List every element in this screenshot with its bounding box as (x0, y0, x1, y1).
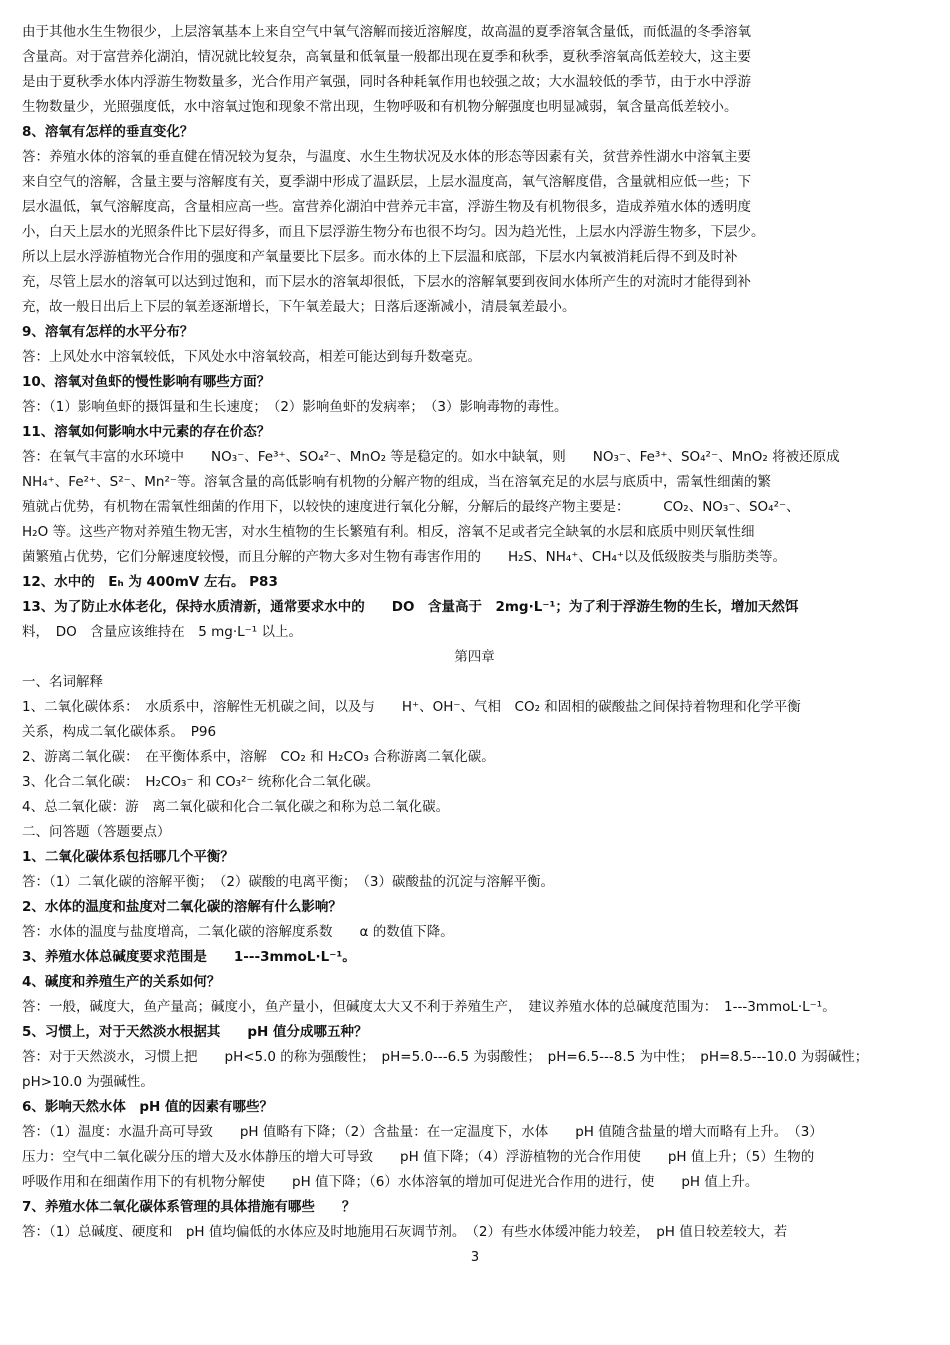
question-heading: 4、碱度和养殖生产的关系如何？ (22, 974, 221, 990)
answer-line: 答：对于天然淡水，习惯上把 pH<5.0 的称为强酸性； pH=5.0---6.5 为弱酸性； pH=6.5---8.5 为中性； pH=8.5---10.0 为弱碱性； (22, 1049, 869, 1065)
answer-line: 答：上风处水中溶氧较低，下风处水中溶氧较高，相差可能达到每升数毫克。 (22, 349, 481, 365)
section-heading: 一、名词解释 (22, 674, 103, 690)
document-body (22, 20, 927, 1245)
answer-line: 答：水体的温度与盐度增高，二氧化碳的溶解度系数 α 的数值下降。 (22, 924, 454, 940)
answer-line: 菌繁殖占优势，它们分解速度较慢，而且分解的产物大多对生物有毒害作用的 H₂S、NH₄⁺、CH₄⁺以及低级胺类与脂肪类等。 (22, 549, 787, 565)
page-number: 3 (470, 1250, 480, 1265)
question-heading: 10、溶氧对鱼虾的慢性影响有哪些方面？ (22, 374, 271, 390)
answer-line: 呼吸作用和在细菌作用下的有机物分解使 pH 值下降；（6）水体溶氧的增加可促进光合作用的进行，使 pH 值上升。 (22, 1174, 759, 1190)
answer-line: 层水温低，氧气溶解度高，含量相应高一些。富营养化湖泊中营养元丰富，浮游生物及有机物很多，造成养殖水体的透明度 (22, 199, 751, 215)
answer-line: 压力：空气中二氧化碳分压的增大及水体静压的增大可导致 pH 值下降；（4）浮游植物的光合作用使 pH 值上升；（5）生物的 (22, 1149, 815, 1165)
question-heading: 9、溶氧有怎样的水平分布？ (22, 324, 194, 340)
question-heading: 3、养殖水体总碱度要求范围是 1---3mmoL·L⁻¹。 (22, 949, 356, 965)
paragraph-line: 含量高。对于富营养化湖泊，情况就比较复杂，高氧量和低氧量一般都出现在夏季和秋季，夏秋季溶氧高低差较大，这主要 (22, 49, 751, 65)
question-heading: 6、影响天然水体 pH 值的因素有哪些？ (22, 1099, 274, 1115)
answer-line: 充，尽管上层水的溶氧可以达到过饱和，而下层水的溶氧却很低，下层水的溶解氧要到夜间水体所产生的对流时才能得到补 (22, 274, 751, 290)
answer-line: 答：在氧气丰富的水环境中 NO₃⁻、Fe³⁺、SO₄²⁻、MnO₂ 等是稳定的。如水中缺氧，则 NO₃⁻、Fe³⁺、SO₄²⁻、MnO₂ 将被还原成 (22, 449, 840, 465)
answer-line: NH₄⁺、Fe²⁺、S²⁻、Mn²⁻等。溶氧含量的高低影响有机物的分解产物的组成，当在溶氧充足的水层与底质中，需氧性细菌的繁 (22, 474, 772, 490)
question-heading: 11、溶氧如何影响水中元素的存在价态？ (22, 424, 271, 440)
answer-line: 答：养殖水体的溶氧的垂直健在情况较为复杂，与温度、水生生物状况及水体的形态等因素有关，贫营养性湖水中溶氧主要 (22, 149, 751, 165)
answer-line: 答：（1）影响鱼虾的摄饵量和生长速度； （2）影响鱼虾的发病率； （3）影响毒物的毒性。 (22, 399, 568, 415)
answer-line: 殖就占优势，有机物在需氧性细菌的作用下，以较快的速度进行氧化分解，分解后的最终产物主要是： CO₂、NO₃⁻、SO₄²⁻、 (22, 499, 800, 515)
answer-line: 来自空气的溶解，含量主要与溶解度有关，夏季湖中形成了温跃层，上层水温度高，氧气溶解度借，含量就相应低一些；下 (22, 174, 751, 190)
paragraph-line: 生物数量少，光照强度低，水中溶氧过饱和现象不常出现，生物呼吸和有机物分解强度也明显减弱，氧含量高低差较小。 (22, 99, 738, 115)
answer-line: 答：（1）总碱度、硬度和 pH 值均偏低的水体应及时地施用石灰调节剂。 （2）有些水体缓冲能力较差， pH 值日较差较大，若 (22, 1224, 788, 1240)
answer-line: H₂O 等。这些产物对养殖生物无害，对水生植物的生长繁殖有利。相反，溶氧不足或者完全缺氧的水层和底质中则厌氧性细 (22, 524, 755, 540)
definition-line: 1、二氧化碳体系： 水质系中，溶解性无机碳之间，以及与 H⁺、OH⁻、气相 CO₂ 和固相的碳酸盐之间保持着物理和化学平衡 (22, 699, 801, 715)
answer-line: 答：（1）二氧化碳的溶解平衡； （2）碳酸的电离平衡； （3）碳酸盐的沉淀与溶解平衡。 (22, 874, 555, 890)
question-heading: 5、习惯上，对于天然淡水根据其 pH 值分成哪五种？ (22, 1024, 368, 1040)
answer-line: 充，故一般日出后上下层的氧差逐渐增长，下午氧差最大；日落后逐渐减小，清晨氧差最小。 (22, 299, 576, 315)
question-heading: 7、养殖水体二氧化碳体系管理的具体措施有哪些 ？ (22, 1199, 356, 1215)
question-heading: 12、水中的 Eₕ 为 400mV 左右。 P83 (22, 574, 278, 590)
chapter-title: 第四章 (454, 649, 495, 665)
question-heading: 13、为了防止水体老化，保持水质清新，通常要求水中的 DO 含量高于 2mg·L⁻¹；为了利于浮游生物的生长，增加天然饵 (22, 599, 799, 615)
answer-line: 小，白天上层水的光照条件比下层好得多，而且下层浮游生物分布也很不均匀。因为趋光性，上层水内浮游生物多，下层少。 (22, 224, 765, 240)
definition-line: 3、化合二氧化碳： H₂CO₃⁻ 和 CO₃²⁻ 统称化合二氧化碳。 (22, 774, 380, 790)
question-heading: 1、二氧化碳体系包括哪几个平衡？ (22, 849, 234, 865)
definition-line: 关系，构成二氧化碳体系。 P96 (22, 724, 217, 740)
answer-line: 料， DO 含量应该维持在 5 mg·L⁻¹ 以上。 (22, 624, 303, 640)
section-heading: 二、问答题（答题要点） (22, 824, 171, 840)
paragraph-line: 是由于夏秋季水体内浮游生物数量多，光合作用产氧强，同时各种耗氧作用也较强之故；大水温较低的季节，由于水中浮游 (22, 74, 751, 90)
question-heading: 8、溶氧有怎样的垂直变化？ (22, 124, 194, 140)
answer-line: 所以上层水浮游植物光合作用的强度和产氧量要比下层多。而水体的上下层温和底部，下层水内氧被消耗后得不到及时补 (22, 249, 738, 265)
definition-line: 4、总二氧化碳：游 离二氧化碳和化合二氧化碳之和称为总二氧化碳。 (22, 799, 450, 815)
definition-line: 2、游离二氧化碳： 在平衡体系中，溶解 CO₂ 和 H₂CO₃ 合称游离二氧化碳。 (22, 749, 495, 765)
answer-line: 答：（1）温度：水温升高可导致 pH 值略有下降；（2）含盐量：在一定温度下，水体 pH 值随含盐量的增大而略有上升。 （3） (22, 1124, 823, 1140)
paragraph-line: 由于其他水生生物很少，上层溶氧基本上来自空气中氧气溶解而接近溶解度，故高温的夏季溶氧含量低，而低温的冬季溶氧 (22, 24, 751, 40)
question-heading: 2、水体的温度和盐度对二氧化碳的溶解有什么影响？ (22, 899, 342, 915)
answer-line: 答：一般，碱度大，鱼产量高；碱度小，鱼产量小，但碱度太大又不利于养殖生产， 建议养殖水体的总碱度范围为： 1---3mmoL·L⁻¹。 (22, 999, 836, 1015)
answer-line: pH>10.0 为强碱性。 (22, 1074, 154, 1090)
